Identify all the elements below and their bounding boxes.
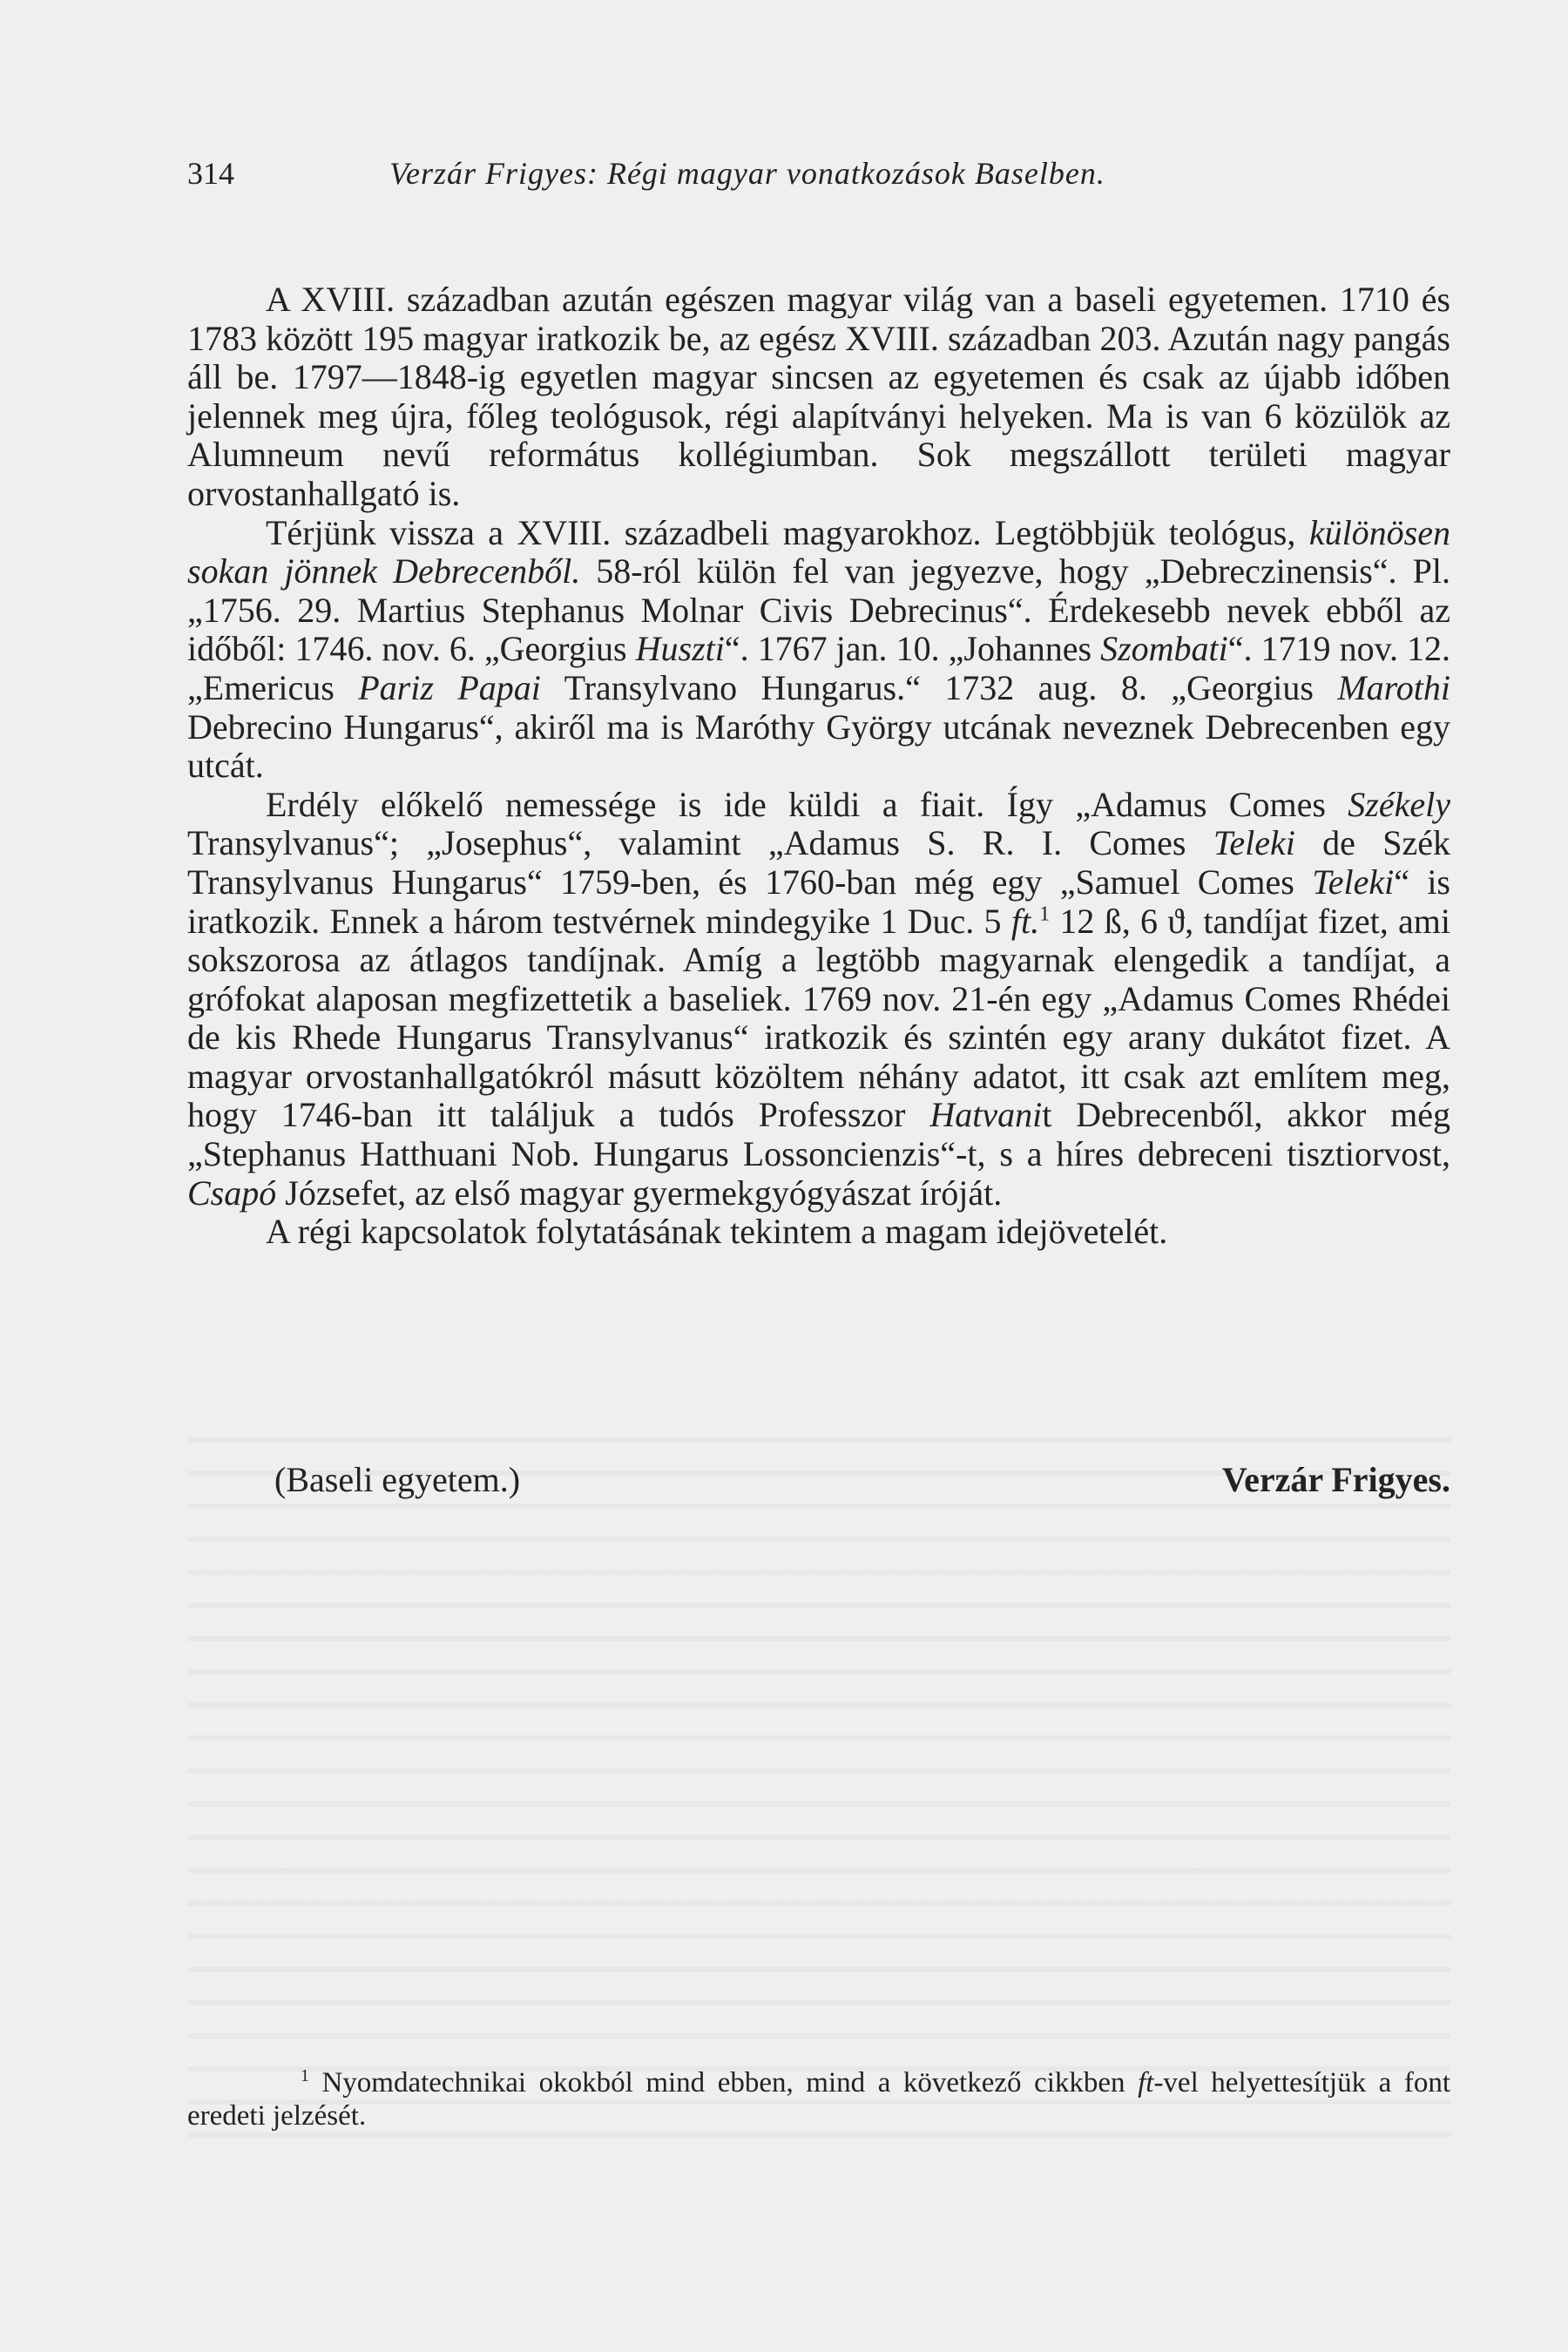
paragraph-3: [187, 786, 1450, 1213]
italic-name: Teleki: [1312, 862, 1395, 902]
footnote-part: -vel helyettesítjük a font eredeti jelzését.: [187, 2067, 1451, 2132]
italic-text: különösen sokan jönnek Debrecenből.: [187, 512, 1450, 591]
paragraph-text: Debrecino Hungarus“, akiről ma is Maróthy György utcának neveznek Debrecenben egy utcát.: [187, 706, 1450, 786]
italic-abbrev: ft.: [1010, 901, 1040, 941]
footnote-marker: 1: [301, 2066, 309, 2085]
footnote: [187, 2066, 1450, 2132]
affiliation: (Baseli egyetem.): [274, 1460, 521, 1499]
paragraph-text: Transylvanus“; „Josephus“, valamint „Adamus S. R. I. Comes: [187, 823, 1213, 863]
footnote-text: [187, 2066, 1450, 2132]
italic-name: Csapó: [187, 1173, 277, 1213]
signature-row: [187, 1459, 1450, 1503]
footnote-reference: 1: [1039, 902, 1051, 926]
paragraph-2: [187, 514, 1450, 786]
italic-name: Marothi: [1337, 667, 1450, 707]
paragraph-text: Transylvano Hungarus.“ 1732 aug. 8. „Georgius: [540, 667, 1338, 707]
footnote-part: Nyomdatechnikai okokból mind ebben, mind a következő cikkben: [308, 2067, 1139, 2099]
paragraph-1: [187, 280, 1450, 514]
paragraph-text: Józsefet, az első magyar gyermekgyógyászat íróját.: [276, 1173, 1003, 1213]
author-signature: Verzár Frigyes.: [1221, 1460, 1450, 1499]
paragraph-text: A XVIII. században azután egészen magyar világ van a baseli egyetemen. 1710 és 1783 között 195 magyar iratkozik be, az egész XVIII. században 203. Azután nagy pangás áll be. 1797—1848-ig egyetlen magyar sincsen az egyetemen és csak az újabb időben jelennek meg újra, főleg teológusok, régi alapítványi helyeken. Ma is van 6 közülök az Alumneum nevű református kollégiumban. Sok megszállott területi magyar orvostanhallgató is.: [187, 280, 1450, 513]
paragraph-text: de Szék Transylvanus Hungarus“ 1759-ben, és 1760-ban még egy „Samuel Comes: [187, 823, 1451, 902]
paragraph-text: “ is iratkozik. Ennek a három testvérnek mindegyike 1 Duc. 5: [187, 862, 1451, 941]
paragraph-text: t Debrecenből, akkor még „Stephanus Hatthuani Nob. Hungarus Lossoncienzis“-t, s a híres debreceni tisztiorvost,: [187, 1095, 1451, 1174]
italic-name: Teleki: [1213, 823, 1295, 863]
bleed-through-texture: [187, 1437, 1450, 2152]
paragraph-4: [187, 1213, 1450, 1252]
paragraph-text: “. 1719 nov. 12. „Emericus: [187, 629, 1451, 707]
italic-name: Hatvani: [929, 1095, 1043, 1135]
italic-name: Székely: [1348, 784, 1450, 824]
paragraph-text: “. 1767 jan. 10. „Johannes: [724, 629, 1101, 669]
paragraph-text: Térjünk vissza a XVIII. századbeli magyarokhoz. Legtöbbjük teológus,: [266, 512, 1309, 552]
page-number: 314: [187, 156, 234, 191]
running-title: Verzár Frigyes: Régi magyar vonatkozások Baselben.: [389, 156, 1105, 191]
paragraph-text: 58-ról külön fel van jegyezve, hogy „Debreczinensis“. Pl. „1756. 29. Martius Stephanus Molnar Civis Debrecinus“. Érdekesebb nevek ebből az időből: 1746. nov. 6. „Georgius: [187, 551, 1450, 669]
italic-name: Huszti: [635, 629, 725, 669]
article-body: [187, 280, 1450, 1252]
footnote-italic: ft: [1138, 2067, 1154, 2099]
paragraph-text: Erdély előkelő nemessége is ide küldi a fiait. Így „Adamus Comes: [266, 784, 1348, 824]
paragraph-text: A régi kapcsolatok folytatásának tekintem a magam idejövetelét.: [266, 1212, 1168, 1252]
italic-name: Szombati: [1100, 629, 1228, 669]
paragraph-text: 12 ß, 6 ϑ, tandíjat fizet, ami sokszorosa az átlagos tandíjnak. Amíg a legtöbb magyarnak elengedik a tandíjat, a grófokat alaposan megfizettetik a baseliek. 1769 nov. 21-én egy „Adamus Comes Rhédei de kis Rhede Hungarus Transylvanus“ iratkozik és szintén egy arany dukátot fizet. A magyar orvostanhallgatókról másutt közöltem néhány adatot, itt csak azt említem meg, hogy 1746-ban itt találjuk a tudós Professzor: [187, 901, 1450, 1135]
running-head: [187, 155, 1450, 199]
italic-name: Pariz Papai: [358, 667, 541, 707]
